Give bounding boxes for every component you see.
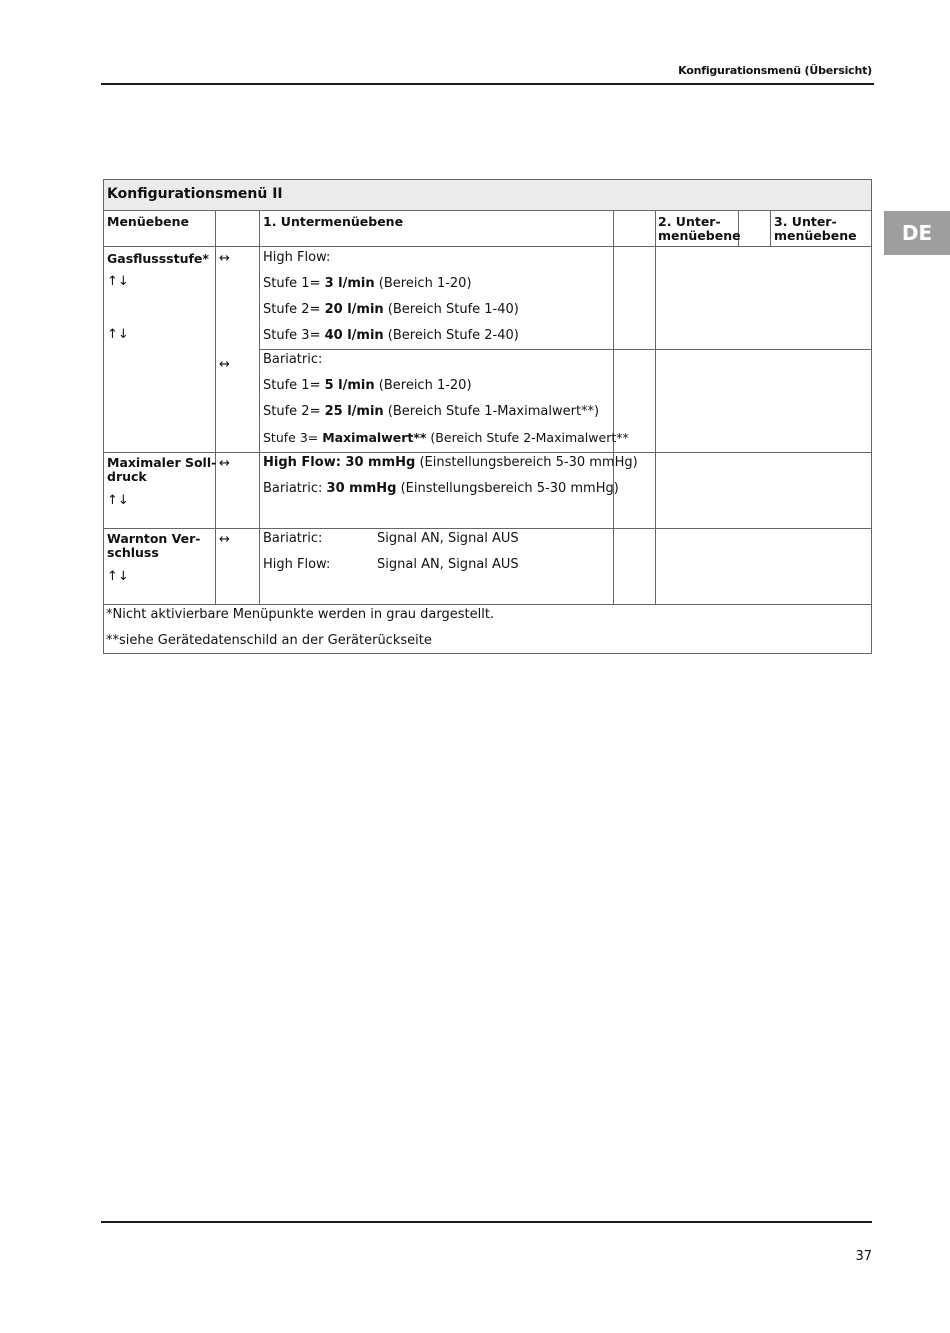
table-divider — [103, 246, 872, 247]
high-flow-heading: High Flow: — [263, 250, 331, 265]
level-value: 25 l/min — [324, 404, 384, 419]
bariatric-level-3 — [263, 430, 629, 445]
menu-item-label-line1: Warnton Ver- — [107, 531, 201, 546]
left-right-arrow-icon: ↔ — [219, 357, 230, 372]
level-value: 5 l/min — [324, 378, 375, 393]
table-divider — [871, 211, 872, 654]
left-right-arrow-icon: ↔ — [219, 456, 230, 471]
column-header-submenu-1: 1. Untermenüebene — [263, 214, 404, 229]
level-prefix: Stufe 1= — [263, 378, 325, 393]
footer-rule — [101, 1221, 872, 1223]
pressure-mode: Bariatric: — [263, 481, 327, 496]
table-title: Konfigurationsmenü II — [103, 179, 872, 211]
level-range: (Bereich Stufe 1-40) — [383, 302, 519, 317]
bariatric-level-1 — [263, 378, 472, 393]
high-flow-level-2 — [263, 302, 519, 317]
alarm-high-flow-value: Signal AN, Signal AUS — [377, 557, 519, 572]
pressure-range: (Einstellungsbereich 5-30 mmHg) — [415, 455, 638, 470]
language-tab: DE — [884, 211, 950, 255]
level-value: 3 l/min — [324, 276, 375, 291]
level-prefix: Stufe 2= — [263, 404, 325, 419]
menu-item-label-line2: druck — [107, 469, 147, 484]
column-header-menu-level: Menüebene — [107, 214, 189, 229]
table-divider — [103, 528, 872, 529]
pressure-range: (Einstellungsbereich 5-30 mmHg) — [396, 481, 619, 496]
up-down-arrows-icon: ↑↓ — [107, 493, 129, 508]
footnote-device-label: **siehe Gerätedatenschild an der Geräterückseite — [106, 633, 432, 648]
level-value: Maximalwert** — [322, 430, 427, 445]
level-prefix: Stufe 3= — [263, 328, 325, 343]
table-divider — [103, 452, 872, 453]
column-header-submenu-3-line1: 3. Unter- — [774, 214, 837, 229]
pressure-bariatric — [263, 481, 619, 496]
level-range: (Bereich Stufe 2-Maximalwert** — [426, 430, 629, 445]
table-divider — [613, 211, 614, 604]
pressure-high-flow — [263, 455, 638, 470]
up-down-arrows-icon: ↑↓ — [107, 274, 129, 289]
menu-item-label-line2: schluss — [107, 545, 159, 560]
level-value: 20 l/min — [324, 302, 384, 317]
level-value: 40 l/min — [324, 328, 384, 343]
table-divider — [770, 211, 771, 247]
level-prefix: Stufe 3= — [263, 430, 323, 445]
up-down-arrows-icon: ↑↓ — [107, 569, 129, 584]
alarm-bariatric-label: Bariatric: — [263, 531, 323, 546]
header-rule — [101, 83, 874, 85]
level-prefix: Stufe 2= — [263, 302, 325, 317]
column-header-submenu-2 — [658, 215, 741, 243]
left-right-arrow-icon: ↔ — [219, 532, 230, 547]
column-header-submenu-2-line2: menüebene — [658, 228, 741, 243]
up-down-arrows-icon: ↑↓ — [107, 327, 129, 342]
pressure-value: High Flow: 30 mmHg — [263, 455, 416, 470]
level-range: (Bereich Stufe 1-Maximalwert**) — [383, 404, 600, 419]
level-prefix: Stufe 1= — [263, 276, 325, 291]
page-header-title: Konfigurationsmenü (Übersicht) — [678, 64, 872, 77]
alarm-bariatric-value: Signal AN, Signal AUS — [377, 531, 519, 546]
footnote-inactive-items: *Nicht aktivierbare Menüpunkte werden in grau dargestellt. — [106, 607, 495, 622]
table-divider — [103, 211, 104, 654]
high-flow-level-3 — [263, 328, 519, 343]
table-divider — [103, 604, 872, 605]
alarm-high-flow-label: High Flow: — [263, 557, 331, 572]
column-header-submenu-3-line2: menüebene — [774, 228, 857, 243]
column-header-submenu-2-line1: 2. Unter- — [658, 214, 721, 229]
menu-item-max-pressure — [107, 456, 216, 484]
bariatric-level-2 — [263, 404, 599, 419]
table-divider — [655, 211, 656, 604]
column-header-submenu-3 — [774, 215, 857, 243]
table-divider — [259, 349, 872, 350]
pressure-value: 30 mmHg — [326, 481, 397, 496]
bariatric-heading: Bariatric: — [263, 352, 323, 367]
left-right-arrow-icon: ↔ — [219, 251, 230, 266]
menu-item-gas-flow-level: Gasflussstufe* — [107, 251, 209, 266]
menu-item-occlusion-alarm — [107, 532, 200, 560]
level-range: (Bereich 1-20) — [374, 378, 472, 393]
level-range: (Bereich 1-20) — [374, 276, 472, 291]
level-range: (Bereich Stufe 2-40) — [383, 328, 519, 343]
high-flow-level-1 — [263, 276, 472, 291]
menu-item-label-line1: Maximaler Soll- — [107, 455, 217, 470]
page-number: 37 — [855, 1249, 872, 1264]
table-divider — [259, 211, 260, 604]
table-divider — [103, 653, 872, 654]
table-divider — [215, 211, 216, 604]
